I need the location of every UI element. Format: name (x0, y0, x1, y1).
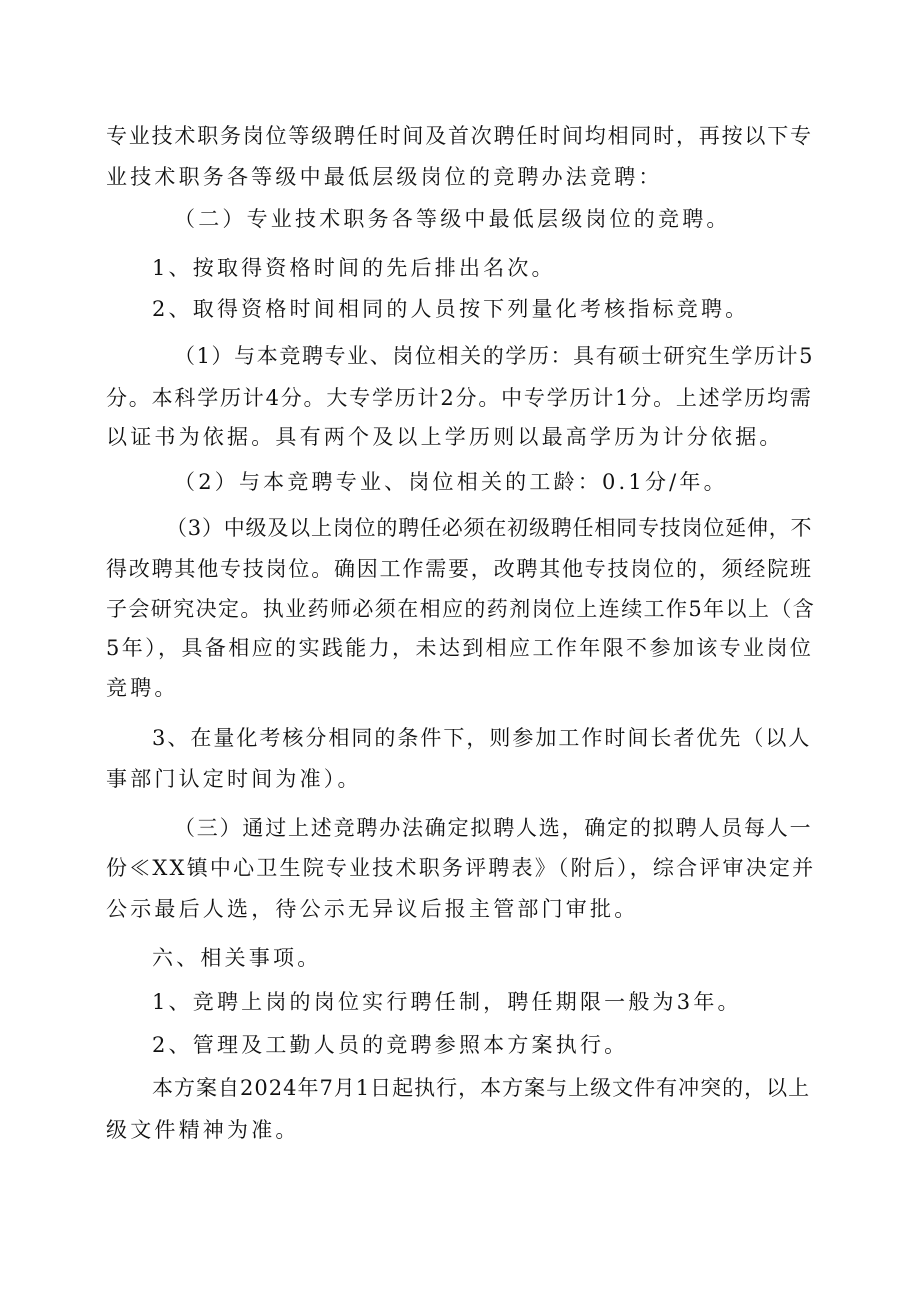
list-item: 1、按取得资格时间的先后排出名次。 (152, 256, 556, 280)
text-line: 本方案自2024年7月1日起执行，本方案与上级文件有冲突的，以上 (152, 1076, 811, 1100)
text-line: 以证书为依据。具有两个及以上学历则以最高学历为计分依据。 (106, 425, 784, 449)
text-line: 5年），具备相应的实践能力，未达到相应工作年限不参加该专业岗位 (106, 636, 814, 660)
list-item: 2、管理及工勤人员的竞聘参照本方案执行。 (152, 1033, 629, 1057)
section-heading: 六、相关事项。 (152, 946, 322, 970)
text-line: 公示最后人选，待公示无异议后报主管部门审批。 (106, 897, 639, 921)
text-line: 竞聘。 (106, 676, 179, 700)
list-item: 1、竞聘上岗的岗位实行聘任制，聘任期限一般为3年。 (152, 990, 742, 1014)
text-line: 级文件精神为准。 (106, 1118, 300, 1142)
list-item: （3）中级及以上岗位的聘任必须在初级聘任相同专技岗位延伸，不 (166, 516, 813, 540)
list-item: （2）与本竞聘专业、岗位相关的工龄：0.1分/年。 (174, 470, 728, 494)
list-item: 3、在量化考核分相同的条件下，则参加工作时间长者优先（以人 (152, 726, 812, 750)
text-line: 事部门认定时间为准）。 (106, 767, 362, 791)
text-line: 专业技术职务岗位等级聘任时间及首次聘任时间均相同时，再按以下专 (106, 124, 813, 148)
text-line: 份≪XX镇中心卫生院专业技术职务评聘表》（附后），综合评审决定并 (106, 856, 816, 880)
section-heading: （三）通过上述竞聘办法确定拟聘人选，确定的拟聘人员每人一 (174, 816, 813, 840)
text-line: 业技术职务各等级中最低层级岗位的竞聘办法竞聘： (106, 165, 663, 189)
text-line: 得改聘其他专技岗位。确因工作需要，改聘其他专技岗位的，须经院班 (106, 557, 813, 581)
text-line: 子会研究决定。执业药师必须在相应的药剂岗位上连续工作5年以上（含 (106, 597, 816, 621)
list-item: 2、取得资格时间相同的人员按下列量化考核指标竞聘。 (152, 297, 750, 321)
text-line: 分。本科学历计4分。大专学历计2分。中专学历计1分。上述学历均需 (106, 386, 813, 410)
section-heading: （二）专业技术职务各等级中最低层级岗位的竞聘。 (174, 207, 731, 231)
list-item: （1）与本竞聘专业、岗位相关的学历：具有硕士研究生学历计5 (174, 344, 815, 368)
